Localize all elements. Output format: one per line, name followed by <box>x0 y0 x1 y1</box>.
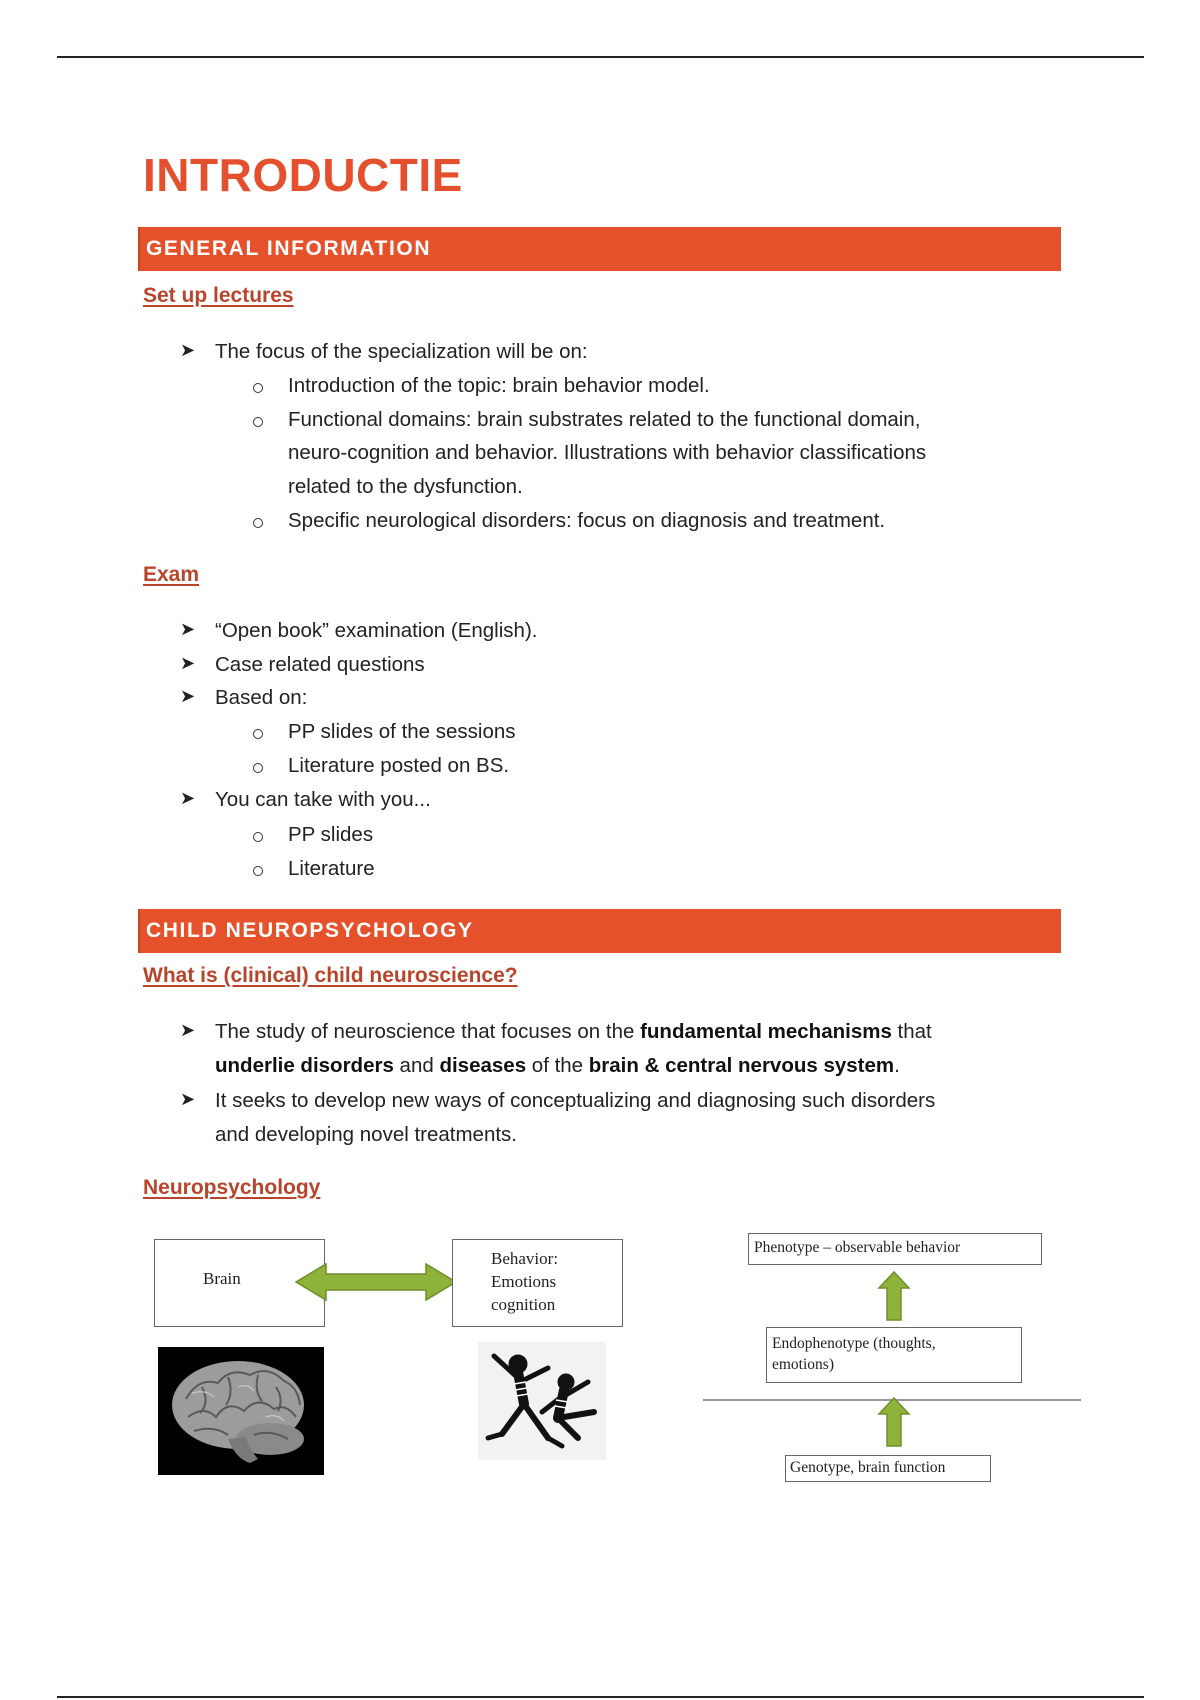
phenotype-box <box>748 1233 1042 1265</box>
exam-subitem: Literature <box>288 857 375 880</box>
behavior-label <box>491 1247 558 1316</box>
arrow-bullet-icon: ➤ <box>180 788 196 808</box>
subheading-setup: Set up lectures <box>143 284 294 307</box>
what-paragraph-1 <box>215 1020 932 1044</box>
bold-run: diseases <box>439 1054 527 1077</box>
behavior-line: Emotions <box>491 1272 557 1291</box>
endophenotype-label <box>772 1333 936 1375</box>
brain-image-icon <box>158 1347 324 1475</box>
behavior-line: cognition <box>491 1295 556 1314</box>
exam-subitem: Literature posted on BS. <box>288 754 510 777</box>
arrow-bullet-icon: ➤ <box>180 340 196 360</box>
double-arrow-icon <box>296 1262 456 1302</box>
bold-run: fundamental mechanisms <box>640 1020 892 1043</box>
arrow-bullet-icon: ➤ <box>180 619 196 639</box>
bold-run: underlie disorders <box>215 1054 394 1077</box>
exam-bullet: Based on: <box>215 686 308 709</box>
section-band-child: CHILD NEUROPSYCHOLOGY <box>138 909 1063 953</box>
setup-item: Introduction of the topic: brain behavior model. <box>288 374 710 397</box>
arrow-bullet-icon: ➤ <box>180 653 196 673</box>
endophenotype-box <box>766 1327 1022 1383</box>
setup-item: Specific neurological disorders: focus on diagnosis and treatment. <box>288 509 886 532</box>
text-run: that <box>891 1020 932 1043</box>
page-title: INTRODUCTIE <box>143 149 463 201</box>
exam-subitem: PP slides <box>288 823 374 846</box>
subheading-neuropsychology: Neuropsychology <box>143 1176 321 1199</box>
endophenotype-line: emotions) <box>772 1356 834 1373</box>
setup-item-cont: neuro-cognition and behavior. Illustrations with behavior classifications <box>288 441 927 464</box>
exam-bullet: You can take with you... <box>215 788 431 811</box>
text-run: of the <box>526 1054 589 1077</box>
setup-intro: The focus of the specialization will be on: <box>215 340 588 363</box>
arrow-bullet-icon: ➤ <box>180 1020 196 1040</box>
top-rule <box>57 56 1144 58</box>
circle-bullet-icon <box>253 832 263 842</box>
what-paragraph-2-cont: and developing novel treatments. <box>215 1123 518 1146</box>
arrow-bullet-icon: ➤ <box>180 686 196 706</box>
circle-bullet-icon <box>253 866 263 876</box>
brain-label: Brain <box>203 1269 241 1288</box>
circle-bullet-icon <box>253 417 263 427</box>
circle-bullet-icon <box>253 729 263 739</box>
setup-item-cont: related to the dysfunction. <box>288 475 523 498</box>
exam-bullet: Case related questions <box>215 653 425 676</box>
exam-subitem: PP slides of the sessions <box>288 720 516 743</box>
subheading-what: What is (clinical) child neuroscience? <box>143 964 518 987</box>
endophenotype-line: Endophenotype (thoughts, <box>772 1335 936 1352</box>
up-arrow-icon <box>879 1398 909 1446</box>
circle-bullet-icon <box>253 763 263 773</box>
behavior-line: Behavior: <box>491 1249 559 1268</box>
exam-bullet: “Open book” examination (English). <box>215 619 538 642</box>
setup-item: Functional domains: brain substrates related to the functional domain, <box>288 408 921 431</box>
what-paragraph-2: It seeks to develop new ways of conceptualizing and diagnosing such disorders <box>215 1089 936 1112</box>
behavior-box <box>452 1239 623 1327</box>
genotype-box <box>785 1455 991 1482</box>
behavior-image-icon <box>478 1342 606 1460</box>
section-band-general: GENERAL INFORMATION <box>138 227 1063 271</box>
bottom-rule <box>57 1696 1144 1698</box>
text-run: The study of neuroscience that focuses on the <box>215 1020 641 1043</box>
text-run: . <box>894 1054 900 1077</box>
text-run: and <box>393 1054 440 1077</box>
subheading-exam: Exam <box>143 563 200 586</box>
phenotype-label: Phenotype – observable behavior <box>754 1239 961 1256</box>
circle-bullet-icon <box>253 383 263 393</box>
genotype-label: Genotype, brain function <box>790 1459 946 1476</box>
arrow-bullet-icon: ➤ <box>180 1089 196 1109</box>
what-paragraph-1-cont <box>215 1054 900 1078</box>
bold-run: brain & central nervous system <box>588 1054 895 1077</box>
up-arrow-icon <box>879 1272 909 1320</box>
circle-bullet-icon <box>253 518 263 528</box>
